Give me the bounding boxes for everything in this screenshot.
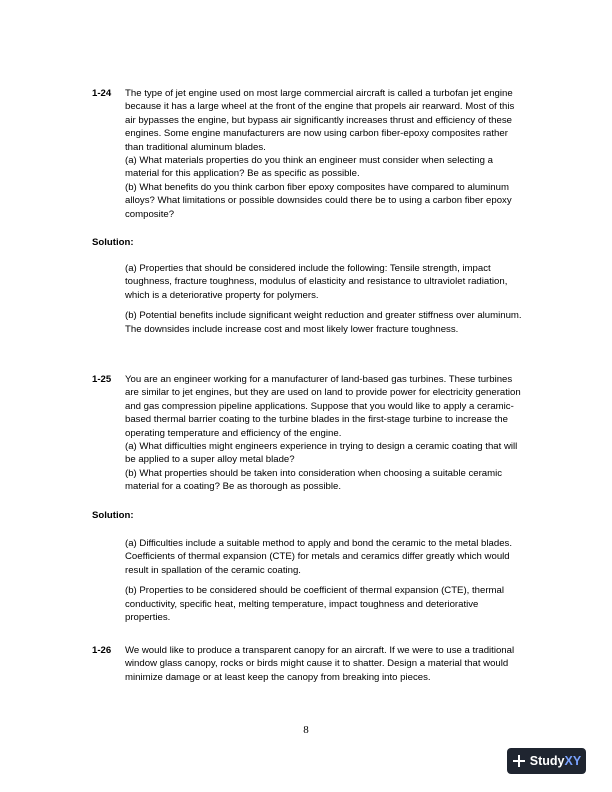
- solution-1-25: [125, 537, 523, 631]
- problem-number: 1-25: [92, 374, 112, 385]
- problem-1-26: [92, 644, 522, 684]
- problem-question-b: (b) What properties should be taken into consideration when choosing a suitable ceramic material for a coating? Be as thorough as possible.: [125, 467, 503, 493]
- problem-statement: You are an engineer working for a manufacturer of land-based gas turbines. These turbines are similar to jet engines, but they are used on land to provide power for electricity generation and gas compression pipeline applications. Suppose that you would like to apply a ceramic-based thermal barrier coating to the turbine blades in the first-stage turbine to increase the operating temperature and efficiency of the engine.: [125, 374, 521, 439]
- solution-label: Solution:: [92, 510, 134, 521]
- problem-statement: We would like to produce a transparent canopy for an aircraft. If we were to use a traditional window glass canopy, rocks or birds might cause it to shatter. Design a material that would minimize damage or at least keep the canopy from breaking into pieces.: [125, 645, 515, 683]
- badge-text-accent: XY: [564, 754, 582, 768]
- problem-number: 1-24: [92, 88, 112, 99]
- answer-b: (b) Potential benefits include significant weight reduction and greater stiffness over aluminum. The downsides include increase cost and most likely lower fracture toughness.: [125, 310, 522, 335]
- problem-number: 1-26: [92, 645, 112, 656]
- solution-label: Solution:: [92, 237, 134, 248]
- plus-icon: [512, 754, 526, 768]
- answer-a: (a) Difficulties include a suitable method to apply and bond the ceramic to the metal blades. Coefficients of thermal expansion (CTE) for metals and ceramics differ greatly which would result in spallation of the ceramic coating.: [125, 538, 512, 576]
- answer-a: (a) Properties that should be considered include the following: Tensile strength, impact toughness, fracture toughness, modulus of elasticity and resistance to ultraviolet radiation, which is a deteriorative property for polymers.: [125, 263, 508, 301]
- problem-1-25: [92, 373, 522, 494]
- badge-text-main: Study: [529, 754, 565, 768]
- studyxy-badge[interactable]: [507, 748, 586, 774]
- problem-question-a: (a) What materials properties do you think an engineer must consider when selecting a material for this application? Be as specific as possible.: [125, 155, 493, 180]
- problem-statement: The type of jet engine used on most large commercial aircraft is called a turbofan jet engine because it has a large wheel at the front of the engine that propels air rearward. Most of this air bypasses the engine, but bypass air significantly increases thrust and efficiency of these engines. Some engine manufacturers are now using carbon fiber-epoxy composites rather than traditional aluminum blades.: [125, 88, 515, 153]
- page-number: 8: [303, 724, 309, 736]
- solution-1-24: [125, 262, 523, 343]
- problem-1-24: [92, 87, 522, 221]
- problem-question-a: (a) What difficulties might engineers experience in trying to design a ceramic coating that will be applied to a super alloy metal blade?: [125, 441, 518, 466]
- problem-question-b: (b) What benefits do you think carbon fiber epoxy composites have compared to aluminum alloys? What limitations or possible downsides could there be to using a carbon fiber epoxy composite?: [125, 181, 512, 220]
- answer-b: (b) Properties to be considered should be coefficient of thermal expansion (CTE), thermal conductivity, specific heat, melting temperature, impact toughness and deteriorative properties.: [125, 585, 504, 624]
